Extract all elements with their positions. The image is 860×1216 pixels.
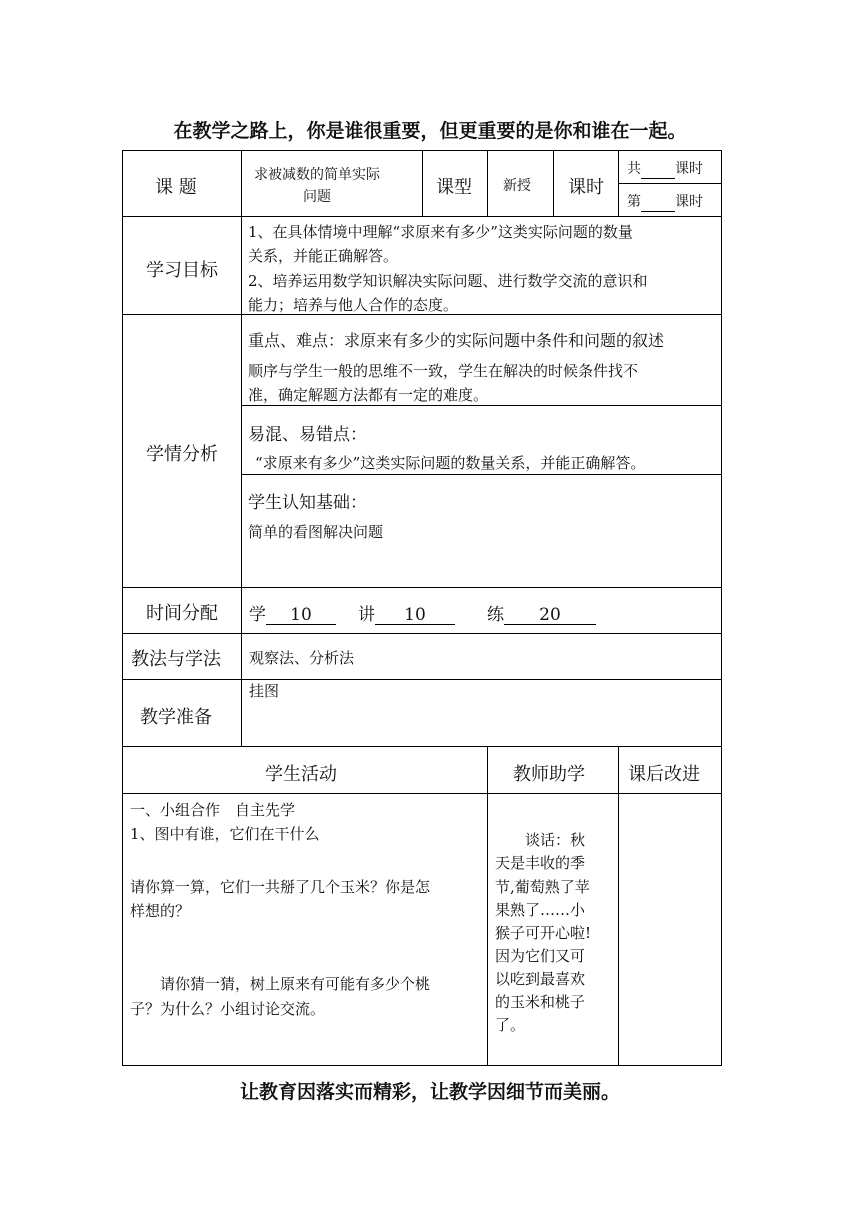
method-label: 教法与学法	[131, 649, 221, 670]
period-index-suffix: 课时	[675, 194, 703, 210]
period-total-blank	[641, 160, 675, 179]
type-value: 新授	[503, 178, 531, 194]
activity-improve-header: 课后改进	[628, 764, 700, 785]
teacher-support-line: 节,葡萄熟了苹	[495, 878, 590, 896]
teacher-support-line: 谈话：秋	[495, 831, 586, 849]
activity-student-header: 学生活动	[265, 764, 337, 785]
type-label: 课型	[436, 177, 472, 198]
time-practice-value: 20	[504, 606, 596, 625]
analysis-base-title: 学生认知基础：	[248, 493, 367, 513]
topic-line2: 问题	[303, 189, 331, 205]
period-index-prefix: 第	[627, 194, 641, 210]
student-activity-line: 请你算一算，它们一共掰了几个玉米？你是怎	[130, 878, 431, 896]
teacher-support-line: 的玉米和桃子	[495, 993, 586, 1011]
period-total	[627, 158, 703, 179]
analysis-key-line: 准，确定解题方法都有一定的难度。	[248, 386, 489, 404]
header-motto: 在教学之路上，你是谁很重要，但更重要的是你和谁在一起。	[173, 120, 687, 142]
time-learn-label: 学	[249, 605, 266, 625]
time-values	[249, 600, 596, 625]
time-talk-value: 10	[375, 606, 455, 625]
teacher-support-line: 天是丰收的季	[495, 854, 586, 872]
analysis-label: 学情分析	[146, 444, 218, 465]
analysis-key-line: 顺序与学生一般的思维不一致，学生在解决的时候条件找不	[248, 362, 639, 380]
footer-motto: 让教育因落实而精彩，让教学因细节而美丽。	[239, 1081, 620, 1103]
topic-line1: 求被减数的简单实际	[254, 167, 380, 183]
period-index	[627, 191, 703, 212]
period-total-suffix: 课时	[675, 161, 703, 177]
period-total-prefix: 共	[627, 161, 641, 177]
student-activity-line: 请你猜一猜，树上原来有可能有多少个桃	[130, 975, 431, 993]
student-activity-line: 一、小组合作 自主先学	[130, 801, 296, 819]
time-talk-label: 讲	[358, 605, 375, 625]
activity-teacher-header: 教师助学	[513, 764, 585, 785]
prep-label: 教学准备	[140, 707, 212, 728]
method-value: 观察法、分析法	[249, 649, 355, 667]
objective-line: 能力；培养与他人合作的态度。	[248, 296, 459, 314]
objective-line: 1、在具体情境中理解“求原来有多少”这类实际问题的数量	[248, 223, 633, 241]
analysis-key-line: 重点、难点：求原来有多少的实际问题中条件和问题的叙述	[248, 331, 665, 350]
period-label: 课时	[568, 177, 604, 198]
student-activity-line: 样想的？	[130, 902, 191, 920]
teacher-support-line: 了。	[495, 1016, 526, 1034]
prep-value: 挂图	[249, 682, 280, 700]
analysis-confuse-title: 易混、易错点：	[248, 425, 367, 445]
teacher-support-line: 猴子可开心啦!	[495, 924, 592, 942]
objective-line: 2、培养运用数学知识解决实际问题、进行数学交流的意识和	[248, 272, 648, 290]
teacher-support-line: 因为它们又可	[495, 947, 586, 965]
objective-line: 关系，并能正确解答。	[248, 247, 399, 265]
time-practice-label: 练	[487, 605, 504, 625]
student-activity-line: 1、图中有谁，它们在干什么	[130, 825, 320, 843]
analysis-base-text: 简单的看图解决问题	[248, 523, 384, 541]
time-label: 时间分配	[146, 603, 218, 624]
analysis-confuse-text: “求原来有多少”这类实际问题的数量关系，并能正确解答。	[255, 454, 646, 472]
teacher-support-line: 果熟了……小	[495, 901, 586, 919]
student-activity-line: 子？为什么？小组讨论交流。	[130, 1000, 326, 1018]
topic-label: 课 题	[155, 177, 197, 198]
period-index-blank	[641, 193, 675, 212]
activity-improve-cell	[618, 793, 722, 1066]
teacher-support-line: 以吃到最喜欢	[495, 970, 586, 988]
time-learn-value: 10	[266, 606, 336, 625]
prep-value-cell	[241, 679, 722, 747]
objectives-label: 学习目标	[146, 260, 218, 281]
